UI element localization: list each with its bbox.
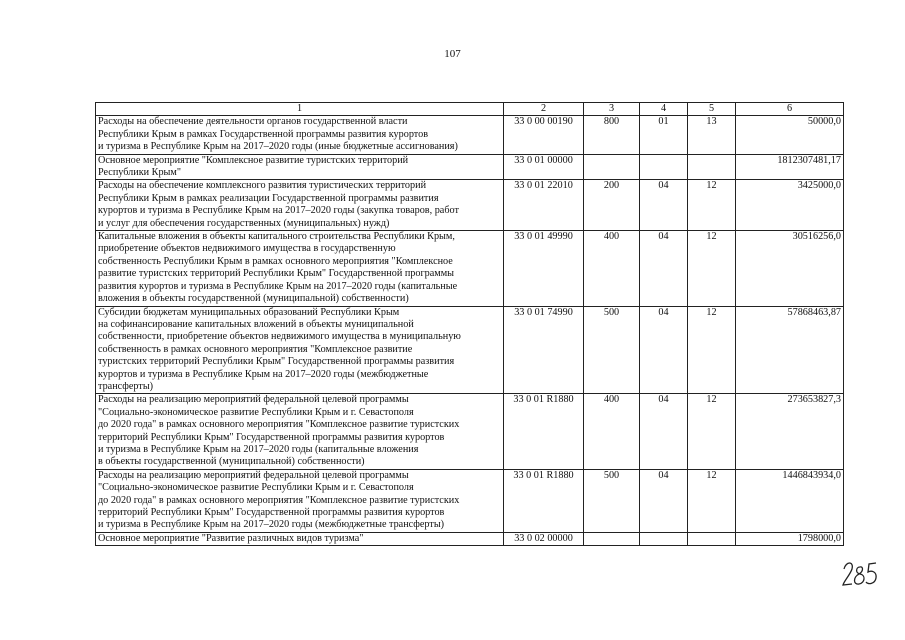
row-description: Расходы на реализацию мероприятий федеральной целевой программы "Социально-экономическое развитие Республики Крым и г. Севастополя до 2020 года" в рамках основного мероприятия "Комплексное развитие туристских территорий Республики Крым" Государственной программы развития курортов и туризма в Республике Крым на 2017–2020 годы (межбюджетные трансферты) — [96, 469, 504, 532]
table-row — [96, 394, 844, 469]
budget-table — [95, 102, 844, 546]
row-subsection: 13 — [688, 116, 736, 154]
row-description: Капитальные вложения в объекты капитального строительства Республики Крым, приобретение объектов недвижимого имущества в государственную собственность Республики Крым в рамках основного мероприятия "Комплексное развитие туристских территорий Республики Крым" Государственной программы развития курортов и туризма в Республике Крым на 2017–2020 годы (капитальные вложения в объекты государственной (муниципальной) собственности) — [96, 231, 504, 306]
header-col-1: 1 — [96, 103, 504, 116]
row-amount: 3425000,0 — [736, 180, 844, 231]
table-row — [96, 231, 844, 306]
header-col-5: 5 — [688, 103, 736, 116]
row-section: 04 — [640, 394, 688, 469]
row-subsection: 12 — [688, 306, 736, 394]
handwritten-page-number — [840, 557, 880, 591]
table-row — [96, 306, 844, 394]
row-description: Субсидии бюджетам муниципальных образований Республики Крым на софинансирование капитальных вложений в объекты муниципальной собственности, приобретение объектов недвижимого имущества в муниципальную собственность в рамках основного мероприятия "Комплексное развитие туристских территорий Республики Крым" Государственной программы развития курортов и туризма в Республике Крым на 2017–2020 годы (межбюджетные трансферты) — [96, 306, 504, 394]
row-section: 04 — [640, 180, 688, 231]
table-row — [96, 154, 844, 180]
row-description: Основное мероприятие "Комплексное развитие туристских территорий Республики Крым" — [96, 154, 504, 180]
row-subsection: 12 — [688, 394, 736, 469]
row-amount: 1798000,0 — [736, 532, 844, 545]
header-col-3: 3 — [584, 103, 640, 116]
row-expense-type: 500 — [584, 469, 640, 532]
table-header-row — [96, 103, 844, 116]
row-target-article: 33 0 01 00000 — [504, 154, 584, 180]
row-description: Основное мероприятие "Развитие различных видов туризма" — [96, 532, 504, 545]
table-row — [96, 180, 844, 231]
row-amount: 1812307481,17 — [736, 154, 844, 180]
row-target-article: 33 0 01 R1880 — [504, 394, 584, 469]
row-subsection: 12 — [688, 180, 736, 231]
header-col-6: 6 — [736, 103, 844, 116]
row-subsection: 12 — [688, 231, 736, 306]
row-section — [640, 532, 688, 545]
row-amount: 1446843934,0 — [736, 469, 844, 532]
row-section: 01 — [640, 116, 688, 154]
row-section: 04 — [640, 231, 688, 306]
row-amount: 57868463,87 — [736, 306, 844, 394]
row-target-article: 33 0 01 74990 — [504, 306, 584, 394]
row-section — [640, 154, 688, 180]
row-subsection — [688, 532, 736, 545]
row-expense-type: 200 — [584, 180, 640, 231]
row-expense-type: 400 — [584, 394, 640, 469]
row-amount: 273653827,3 — [736, 394, 844, 469]
row-section: 04 — [640, 469, 688, 532]
row-expense-type: 500 — [584, 306, 640, 394]
row-description: Расходы на реализацию мероприятий федеральной целевой программы "Социально-экономическое развитие Республики Крым и г. Севастополя до 2020 года" в рамках основного мероприятия "Комплексное развитие туристских территорий Республики Крым" Государственной программы развития курортов и туризма в Республике Крым на 2017–2020 годы (капитальные вложения в объекты государственной (муниципальной) собственности) — [96, 394, 504, 469]
row-section: 04 — [640, 306, 688, 394]
row-expense-type: 400 — [584, 231, 640, 306]
table-row — [96, 469, 844, 532]
header-col-2: 2 — [504, 103, 584, 116]
row-subsection: 12 — [688, 469, 736, 532]
row-target-article: 33 0 01 49990 — [504, 231, 584, 306]
row-target-article: 33 0 01 22010 — [504, 180, 584, 231]
header-col-4: 4 — [640, 103, 688, 116]
row-expense-type — [584, 532, 640, 545]
row-expense-type: 800 — [584, 116, 640, 154]
row-amount: 30516256,0 — [736, 231, 844, 306]
row-expense-type — [584, 154, 640, 180]
row-subsection — [688, 154, 736, 180]
row-target-article: 33 0 01 R1880 — [504, 469, 584, 532]
row-amount: 50000,0 — [736, 116, 844, 154]
table-row — [96, 532, 844, 545]
page-number: 107 — [444, 48, 461, 60]
row-target-article: 33 0 02 00000 — [504, 532, 584, 545]
row-target-article: 33 0 00 00190 — [504, 116, 584, 154]
row-description: Расходы на обеспечение комплексного развития туристических территорий Республики Крым в рамках реализации Государственной программы развития курортов и туризма в Республике Крым на 2017–2020 годы (закупка товаров, работ и услуг для обеспечения государственных (муниципальных) нужд) — [96, 180, 504, 231]
row-description: Расходы на обеспечение деятельности органов государственной власти Республики Крым в рамках Государственной программы развития курортов и туризма в Республике Крым на 2017–2020 годы (иные бюджетные ассигнования) — [96, 116, 504, 154]
table-row — [96, 116, 844, 154]
